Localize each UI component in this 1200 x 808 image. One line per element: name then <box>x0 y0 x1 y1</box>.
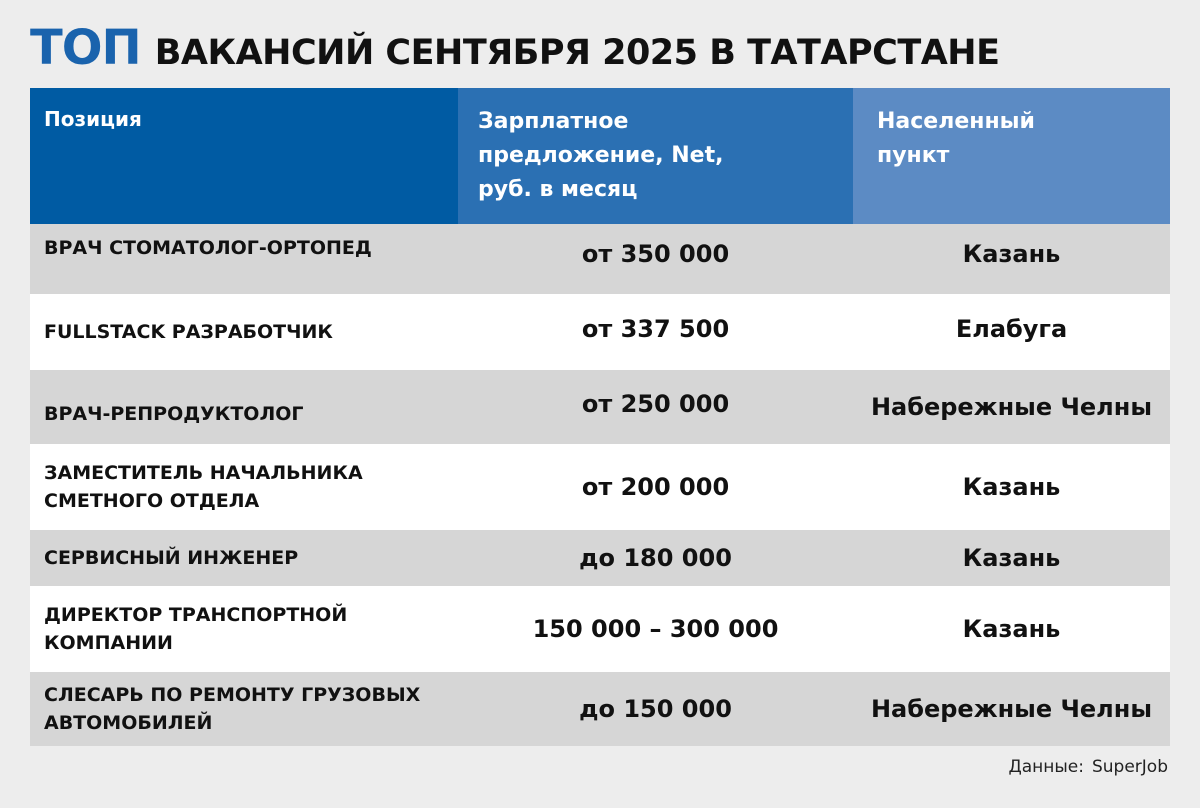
cell-city: Казань <box>962 473 1061 501</box>
cell-city: Набережные Челны <box>870 393 1153 421</box>
table-row <box>30 586 1170 672</box>
title-accent: ТОП <box>30 20 141 76</box>
cell-city: Казань <box>962 615 1061 643</box>
table-row <box>30 530 1170 586</box>
title-text: ВАКАНСИЙ СЕНТЯБРЯ 2025 В ТАТАРСТАНЕ <box>154 33 1000 73</box>
table-row <box>30 444 1170 530</box>
cell-salary: до 150 000 <box>579 695 732 723</box>
source-label: Данные: <box>1008 757 1084 777</box>
cell-city: Казань <box>962 240 1061 268</box>
cell-salary: от 200 000 <box>581 473 730 501</box>
table-header <box>30 88 1170 224</box>
cell-position: FULLSTACK РАЗРАБОТЧИК <box>44 321 333 343</box>
table-row <box>30 224 1170 294</box>
cell-city: Набережные Челны <box>870 695 1153 723</box>
cell-salary: до 180 000 <box>579 544 732 572</box>
header-salary: Зарплатное предложение, Net, руб. в месяц <box>458 88 853 224</box>
cell-salary: от 337 500 <box>581 315 730 343</box>
page-title <box>30 20 1000 76</box>
cell-position: ДИРЕКТОР ТРАНСПОРТНОЙ КОМПАНИИ <box>44 604 348 654</box>
cell-position: ВРАЧ СТОМАТОЛОГ-ОРТОПЕД <box>44 237 372 259</box>
table-row <box>30 370 1170 444</box>
cell-position: СЛЕСАРЬ ПО РЕМОНТУ ГРУЗОВЫХ АВТОМОБИЛЕЙ <box>44 684 421 734</box>
cell-salary: от 250 000 <box>581 390 730 418</box>
source-name: SuperJob <box>1091 757 1168 777</box>
cell-city: Елабуга <box>955 315 1068 343</box>
cell-position: СЕРВИСНЫЙ ИНЖЕНЕР <box>44 547 299 569</box>
table-row <box>30 672 1170 746</box>
cell-position: ЗАМЕСТИТЕЛЬ НАЧАЛЬНИКА СМЕТНОГО ОТДЕЛА <box>44 462 363 512</box>
cell-city: Казань <box>962 544 1061 572</box>
header-position: Позиция <box>30 88 458 224</box>
cell-salary: от 350 000 <box>581 240 730 268</box>
vacancies-table <box>30 88 1170 746</box>
cell-position: ВРАЧ-РЕПРОДУКТОЛОГ <box>44 403 304 425</box>
cell-salary: 150 000 – 300 000 <box>532 615 779 643</box>
source-credit <box>1008 757 1168 777</box>
table-row <box>30 294 1170 370</box>
header-city: Населенный пункт <box>853 88 1170 224</box>
